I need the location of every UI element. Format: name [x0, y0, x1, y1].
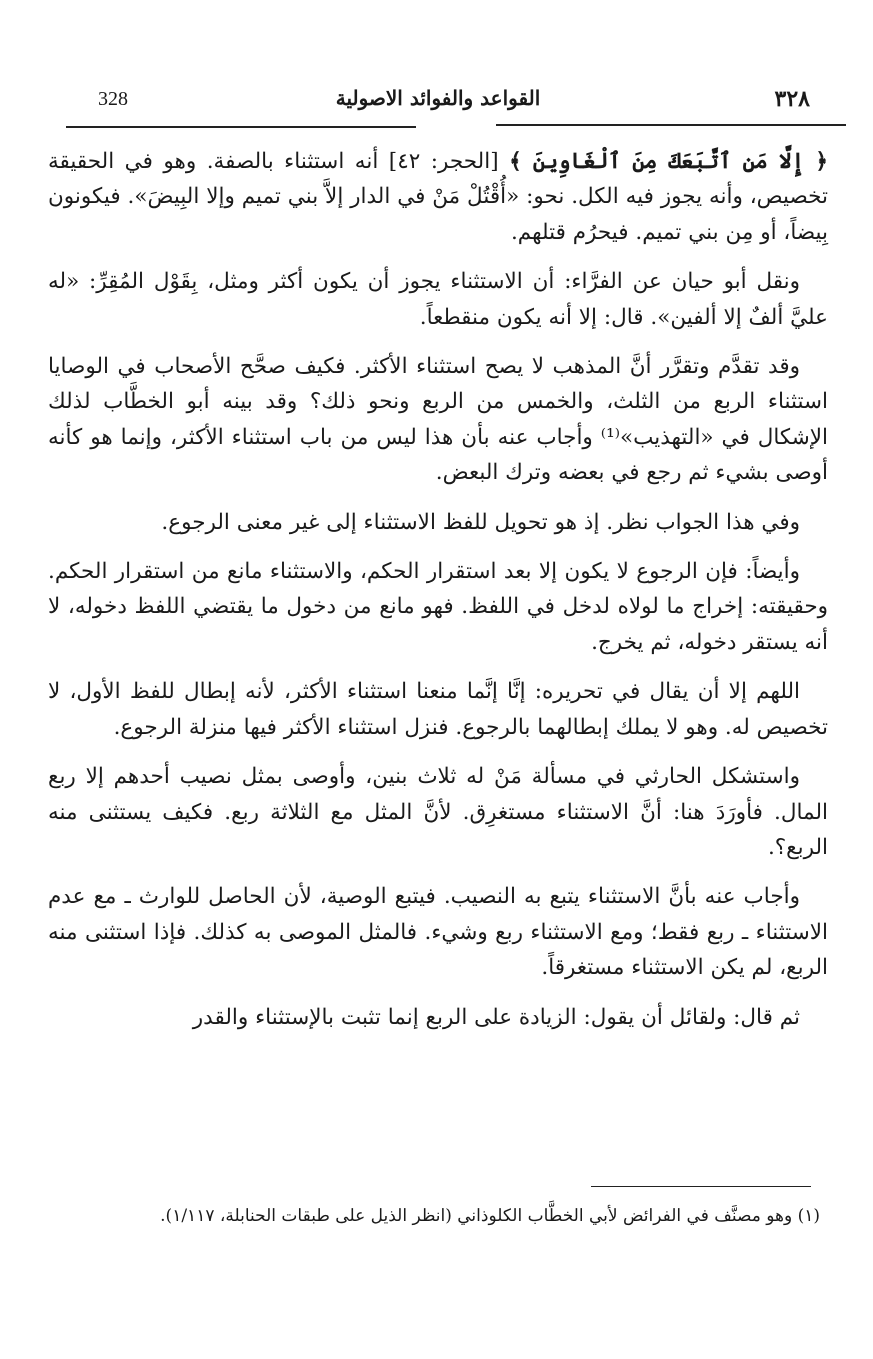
paragraph-1: [48, 144, 828, 250]
running-title: القواعد والفوائد الاصولية: [335, 86, 541, 110]
paragraph-5: وأيضاً: فإن الرجوع لا يكون إلا بعد استقرار الحكم، والاستثناء مانع من استقرار الحكم. وحقيقته: إخراج ما لولاه لدخل في اللفظ. فهو مانع من دخول ما يقتضي اللفظ دخوله، لا أنه يستقر دخوله، ثم يخرج.: [48, 559, 828, 655]
paragraph-8: وأجاب عنه بأنَّ الاستثناء يتبع به النصيب. فيتبع الوصية، لأن الحاصل للوارث ـ مع عدم الاستثناء ـ ربع فقط؛ ومع الاستثناء ربع وشيء. فالمثل الموصى به كذلك. فإذا استثنى منه الربع، لم يكن الاستثناء مستغرقاً.: [48, 884, 828, 981]
paragraph-7: واستشكل الحارثي في مسألة مَنْ له ثلاث بنين، وأوصى بمثل نصيب أحدهم إلا ربع المال. فأورَدَ هنا: أنَّ الاستثناء مستغرِق. لأنَّ المثل مع الثلاثة ربع. فكيف يستثنى منه الربع؟.: [48, 764, 828, 860]
quran-verse: ﴿ إِلَّا مَنِ ٱتَّبَعَكَ مِنَ ٱلْغَاوِينَ ﴾: [509, 149, 828, 174]
body-text: [48, 144, 828, 1049]
header-rule-left: [66, 126, 416, 128]
paragraph-4: وفي هذا الجواب نظر. إذ هو تحويل للفظ الاستثناء إلى غير معنى الرجوع.: [161, 509, 800, 535]
header-rule-right: [496, 124, 846, 126]
footnote-rule: [591, 1186, 811, 1187]
paragraph-1-text: [الحجر: ٤٢] أنه استثناء بالصفة. وهو في الحقيقة تخصيص، وأنه يجوز فيه الكل. نحو: «أُقْتُلْ مَنْ في الدار إلاَّ بني تميم وإلا البِيضَ». فيكونون بِيضاً، أو مِن بني تميم. فيحرُم قتلهم.: [48, 149, 828, 245]
paragraph-2: ونقل أبو حيان عن الفرَّاء: أن الاستثناء يجوز أن يكون أكثر ومثل، بِقَوْل المُقِرِّ: «له عليَّ ألفٌ إلا ألفين». قال: إلا أنه يكون منقطعاً.: [48, 269, 828, 330]
page-number-arabic: ٣٢٨: [774, 86, 810, 112]
paragraph-3: وقد تقدَّم وتقرَّر أنَّ المذهب لا يصح استثناء الأكثر. فكيف صحَّح الأصحاب في الوصايا استثناء الربع من الثلث، والخمس من الربع ونحو ذلك؟ وقد بينه أبو الخطَّاب لذلك الإشكال في «التهذيب»⁽¹⁾ وأجاب عنه بأن هذا ليس من باب استثناء الأكثر، وإنما هو كأنه أوصى بشيء ثم رجع في بعضه وترك البعض.: [48, 354, 828, 486]
page-number-latin: 328: [98, 88, 128, 110]
page-header: [60, 80, 816, 126]
paragraph-6: اللهم إلا أن يقال في تحريره: إنَّا إنَّما منعنا استثناء الأكثر، لأنه إبطال للفظ الأول، لا تخصيص له. وهو لا يملك إبطالهما بالرجوع. فنزل استثناء الأكثر فيها منزلة الرجوع.: [48, 679, 828, 740]
paragraph-9: ثم قال: ولقائل أن يقول: الزيادة على الربع إنما تثبت بالإستثناء والقدر: [192, 1004, 800, 1030]
footnote: (١) وهو مصنَّف في الفرائض لأبي الخطَّاب الكلوذاني (انظر الذيل على طبقات الحنابلة، ١/١١٧).: [160, 1206, 820, 1226]
